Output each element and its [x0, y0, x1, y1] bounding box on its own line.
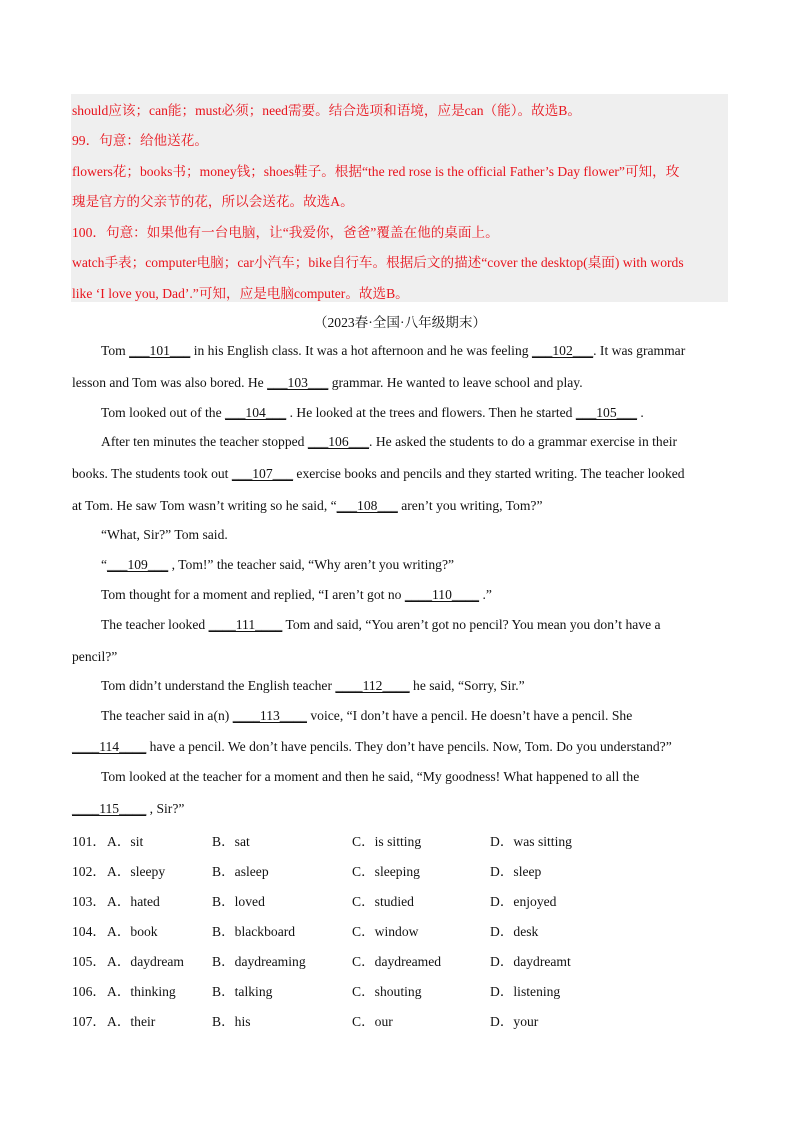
- option-b: B．asleep: [212, 864, 269, 879]
- passage-line: [101, 708, 632, 724]
- passage-line: [72, 466, 685, 482]
- passage-text: he said, “Sorry, Sir.”: [409, 678, 525, 693]
- passage-text: have a pencil. We don’t have pencils. They don’t have pencils. Now, Tom. Do you understand?”: [146, 739, 672, 754]
- blank-107: ___107___: [231, 466, 294, 481]
- passage-text: , Tom!” the teacher said, “Why aren’t you writing?”: [168, 557, 455, 572]
- passage-text: pencil?”: [72, 649, 118, 664]
- option-c: C．daydreamed: [352, 954, 442, 969]
- passage-text: The teacher said in a(n): [101, 708, 233, 723]
- blank-110: ____110____: [404, 587, 480, 602]
- blank-104: ___104___: [225, 405, 287, 420]
- blank-101: ___101___: [129, 343, 191, 358]
- option-a: A．hated: [107, 894, 160, 909]
- passage-text: . He asked the students to do a grammar exercise in their: [369, 434, 678, 449]
- option-c: C．sleeping: [352, 864, 420, 879]
- option-row-103: [72, 890, 692, 908]
- passage-text: “What, Sir?” Tom said.: [101, 527, 228, 542]
- option-d: D．enjoyed: [490, 894, 557, 909]
- option-b: B．his: [212, 1014, 251, 1029]
- passage-text: voice, “I don’t have a pencil. He doesn’t have a pencil. She: [306, 708, 633, 723]
- passage-line: [72, 649, 117, 665]
- passage-line: [101, 617, 661, 633]
- option-d: D．your: [490, 1014, 539, 1029]
- option-c: C．our: [352, 1014, 393, 1029]
- option-c: C．is sitting: [352, 834, 422, 849]
- answer-explanation-box: [71, 94, 728, 302]
- option-b: B．talking: [212, 984, 273, 999]
- passage-line: [72, 801, 184, 817]
- answer-line: flowers花；books书；money钱；shoes鞋子。根据“the red rose is the official Father’s Day flower”可知，玫: [72, 164, 680, 179]
- passage-text: lesson and Tom was also bored. He: [72, 375, 268, 390]
- blank-109: ___109___: [107, 557, 169, 572]
- option-row-107: [72, 1010, 692, 1028]
- blank-115: ____115____: [72, 801, 147, 816]
- option-c: C．window: [352, 924, 419, 939]
- option-row-105: [72, 950, 692, 968]
- option-a: A．sleepy: [107, 864, 166, 879]
- passage-text: . It was grammar: [593, 343, 686, 358]
- option-a: A．daydream: [107, 954, 185, 969]
- option-a: A．sit: [107, 834, 144, 849]
- option-d: D．sleep: [490, 864, 542, 879]
- answer-line: watch手表；computer电脑；car小汽车；bike自行车。根据后文的描述“cover the desktop(桌面) with words: [72, 255, 684, 270]
- question-number: 107．: [72, 1014, 106, 1029]
- passage-text: . He looked at the trees and flowers. Then he started: [286, 405, 576, 420]
- question-number: 101．: [72, 834, 106, 849]
- passage-text: , Sir?”: [146, 801, 185, 816]
- passage-line: [101, 343, 685, 359]
- blank-105: ___105___: [575, 405, 638, 420]
- passage-text: .”: [479, 587, 492, 602]
- passage-text: Tom thought for a moment and replied, “I aren’t got no: [101, 587, 405, 602]
- answer-line: 100．句意：如果他有一台电脑，让“我爱你，爸爸”覆盖在他的桌面上。: [72, 225, 499, 240]
- option-a: A．their: [107, 1014, 156, 1029]
- passage-line: [101, 527, 228, 543]
- passage-text: .: [637, 405, 644, 420]
- option-b: B．blackboard: [212, 924, 296, 939]
- option-row-101: [72, 830, 692, 848]
- passage-text: exercise books and pencils and they started writing. The teacher looked: [293, 466, 685, 481]
- answer-line: should应该；can能；must必须；need需要。结合选项和语境，应是can（能）。故选B。: [72, 103, 581, 118]
- option-d: D．listening: [490, 984, 561, 999]
- option-b: B．daydreaming: [212, 954, 306, 969]
- passage-line: [72, 375, 583, 391]
- passage-line: [101, 434, 677, 450]
- passage-line: [101, 405, 644, 421]
- question-number: 103．: [72, 894, 106, 909]
- blank-111: ____111____: [208, 617, 283, 632]
- question-number: 102．: [72, 864, 106, 879]
- question-number: 105．: [72, 954, 106, 969]
- passage-text: aren’t you writing, Tom?”: [397, 498, 543, 513]
- question-number: 106．: [72, 984, 106, 999]
- blank-106: ___106___: [307, 434, 370, 449]
- passage-text: books. The students took out: [72, 466, 232, 481]
- passage-text: grammar. He wanted to leave school and play.: [328, 375, 583, 390]
- answer-line: 99．句意：给他送花。: [72, 133, 208, 148]
- passage-line: [101, 769, 639, 785]
- passage-text: Tom didn’t understand the English teacher: [101, 678, 336, 693]
- option-d: D．daydreamt: [490, 954, 571, 969]
- source-heading: （2023春·全国·八年级期末）: [313, 315, 487, 330]
- question-number: 104．: [72, 924, 106, 939]
- option-a: A．thinking: [107, 984, 176, 999]
- passage-line: [72, 739, 672, 755]
- blank-113: ____113____: [232, 708, 307, 723]
- option-b: B．loved: [212, 894, 265, 909]
- passage-text: at Tom. He saw Tom wasn’t writing so he said, “: [72, 498, 337, 513]
- passage-line: [72, 498, 542, 514]
- passage-text: “: [101, 557, 108, 572]
- passage-line: [101, 557, 454, 573]
- passage-text: Tom looked out of the: [101, 405, 226, 420]
- blank-102: ___102___: [531, 343, 594, 358]
- answer-line: like ‘I love you, Dad’.”可知，应是电脑computer。故选B。: [72, 286, 409, 301]
- option-b: B．sat: [212, 834, 250, 849]
- passage-line: [101, 587, 492, 603]
- option-d: D．was sitting: [490, 834, 572, 849]
- option-a: A．book: [107, 924, 158, 939]
- blank-103: ___103___: [267, 375, 329, 390]
- option-c: C．studied: [352, 894, 414, 909]
- answer-line: 瑰是官方的父亲节的花，所以会送花。故选A。: [72, 194, 354, 209]
- passage-text: After ten minutes the teacher stopped: [101, 434, 308, 449]
- option-d: D．desk: [490, 924, 539, 939]
- passage-text: Tom: [101, 343, 130, 358]
- passage-text: in his English class. It was a hot afternoon and he was feeling: [190, 343, 532, 358]
- option-row-106: [72, 980, 692, 998]
- passage-text: The teacher looked: [101, 617, 209, 632]
- passage-text: Tom looked at the teacher for a moment and then he said, “My goodness! What happened to all the: [101, 769, 640, 784]
- option-c: C．shouting: [352, 984, 422, 999]
- passage-line: [101, 678, 525, 694]
- blank-108: ___108___: [336, 498, 398, 513]
- blank-114: ____114____: [72, 739, 147, 754]
- option-row-102: [72, 860, 692, 878]
- option-row-104: [72, 920, 692, 938]
- blank-112: ____112____: [335, 678, 410, 693]
- passage-text: Tom and said, “You aren’t got no pencil? You mean you don’t have a: [282, 617, 661, 632]
